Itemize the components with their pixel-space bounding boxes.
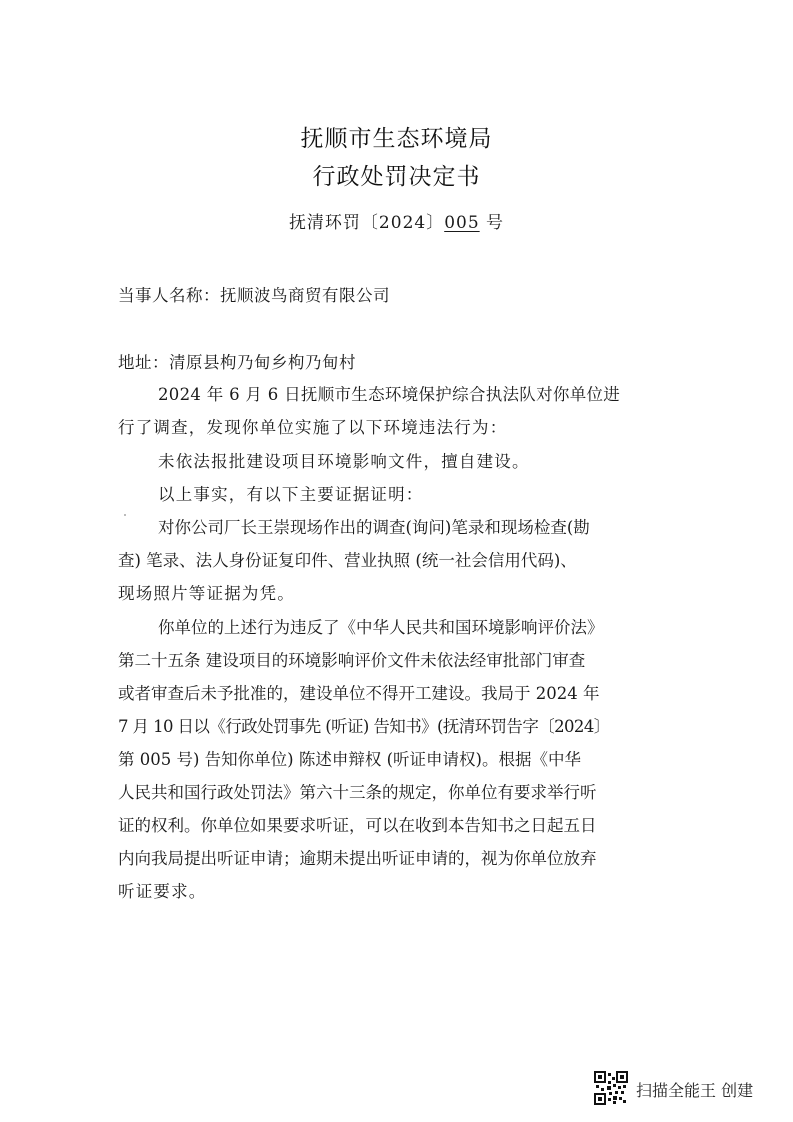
body-line: 以上事实，有以下主要证据证明：: [158, 485, 424, 504]
party-name-line: 当事人名称：抚顺波鸟商贸有限公司: [118, 286, 390, 305]
document-number: [0, 208, 793, 233]
body-line: 对你公司厂长王崇现场作出的调查(询问)笔录和现场检查(勘: [158, 518, 590, 537]
body-line: 未依法报批建设项目环境影响文件，擅自建设。: [158, 452, 530, 471]
document-number-prefix: 抚清环罚〔2024〕: [288, 213, 445, 233]
body-line: 人民共和国行政处罚法》第六十三条的规定，你单位有要求举行听: [118, 783, 597, 802]
body-line: 第 005 号) 告知你单位) 陈述申辩权 (听证申请权)。根据《中华: [118, 750, 581, 769]
body-line: 第二十五条 建设项目的环境影响评价文件未依法经审批部门审查: [118, 651, 586, 670]
body-line: 听证要求。: [118, 882, 207, 901]
document-number-value: 005: [444, 213, 480, 233]
scan-speck: [124, 514, 126, 516]
body-line: 现场照片等证据为凭。: [118, 584, 295, 603]
qr-code-icon: [594, 1071, 628, 1105]
body-line: 证的权利。你单位如果要求听证，可以在收到本告知书之日起五日: [118, 816, 597, 835]
body-line: 行了调查，发现你单位实施了以下环境违法行为：: [118, 418, 508, 437]
body-line: 查) 笔录、法人身份证复印件、营业执照 (统一社会信用代码)、: [118, 551, 577, 570]
scanner-watermark-text: 扫描全能王 创建: [636, 1081, 754, 1100]
body-line: 或者审查后未予批准的，建设单位不得开工建设。我局于 2024 年: [118, 684, 600, 703]
body-line: 内向我局提出听证申请；逾期未提出听证申请的，视为你单位放弃: [118, 849, 597, 868]
body-line: 你单位的上述行为违反了《中华人民共和国环境影响评价法》: [158, 618, 604, 637]
body-line: 2024 年 6 月 6 日抚顺市生态环境保护综合执法队对你单位进: [158, 385, 621, 404]
agency-title: 抚顺市生态环境局: [300, 126, 493, 152]
document-type-title: 行政处罚决定书: [312, 164, 481, 190]
party-address-line: 地址：清原县枸乃甸乡枸乃甸村: [118, 353, 356, 372]
body-line: 7 月 10 日以《行政处罚事先 (听证) 告知书》(抚清环罚告字〔2024〕: [118, 717, 610, 736]
document-number-suffix: 号: [479, 213, 505, 233]
